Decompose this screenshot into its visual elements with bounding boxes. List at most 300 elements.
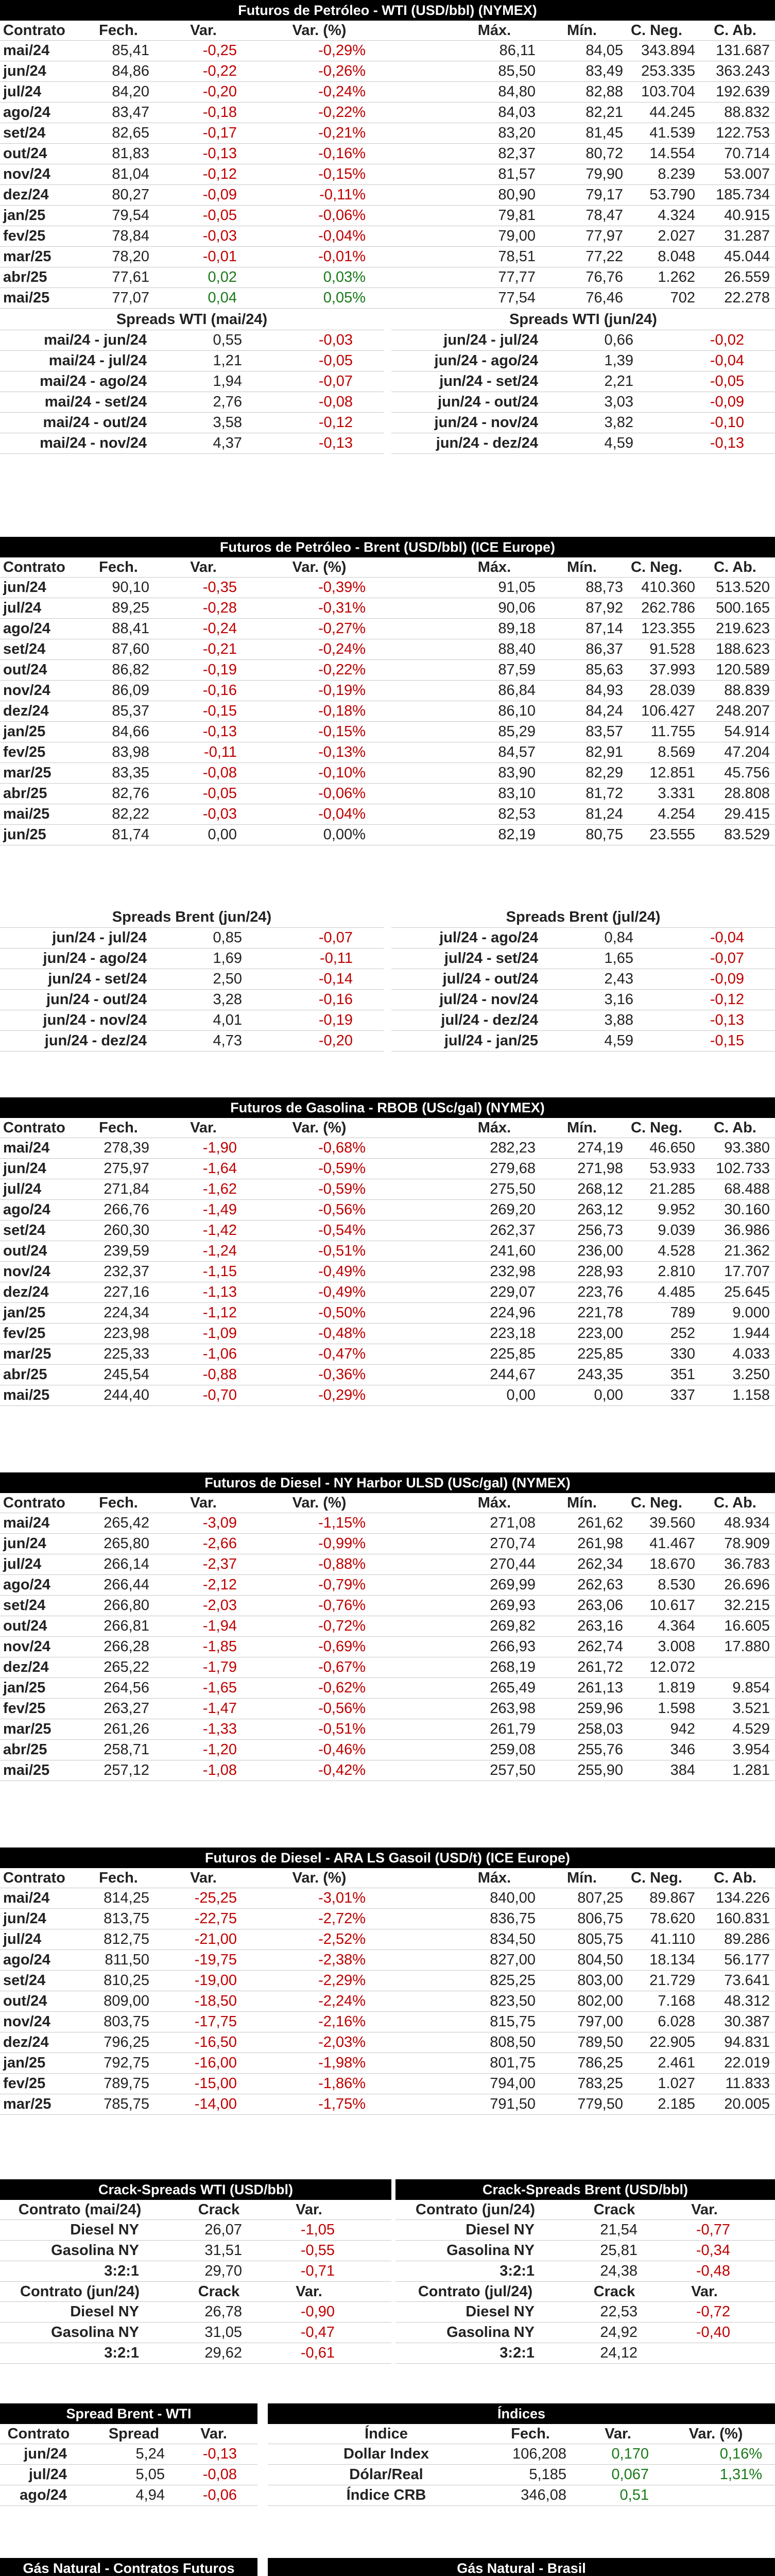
table-cell: 83,90 [498,765,536,781]
table-cell: 84,80 [498,83,536,100]
table-cell: 809,00 [104,1993,149,2009]
table-cell: -1,24 [202,1243,237,1259]
table-cell: 83,49 [585,63,623,79]
table-cell: -0,24 [202,620,237,637]
table-cell: -0,05 [202,207,237,224]
table-cell: nov/24 [3,2013,50,2030]
table-cell: 827,00 [490,1952,536,1968]
table-cell: 84,24 [585,703,623,719]
table-cell: -16,50 [194,2034,237,2050]
table-cell: 248.207 [716,703,770,719]
spread-var: -0,16 [318,991,353,1008]
table-cell: -3,01% [318,1890,366,1906]
crack-row [0,2261,391,2282]
table-cell: 3.250 [732,1366,770,1383]
table-cell: 804,50 [577,1952,623,1968]
table-cell: 0,00% [323,826,366,843]
spread-title: Spreads WTI (jun/24) [391,309,775,330]
table-cell: 789,50 [577,2034,623,2050]
table-cell: jun/24 [3,63,46,79]
table-cell: -21,00 [194,1931,237,1947]
table-row [0,763,775,784]
table-cell: -0,29% [318,1387,366,1403]
spread-row [391,330,775,351]
table-cell: 84,93 [585,682,623,699]
table-cell: 8.530 [658,1577,695,1593]
table-cell: 82,22 [112,806,149,822]
table-cell: 1.027 [658,2075,695,2092]
table-cell: nov/24 [3,682,50,699]
table-cell: -0,16 [202,682,237,699]
table-cell: 131.687 [716,42,770,59]
table-cell: mar/25 [3,1721,51,1737]
table-cell: 9.039 [658,1222,695,1239]
table-cell: 18.670 [649,1556,695,1572]
table-cell: -0,50% [318,1304,366,1321]
table-cell: 245,54 [104,1366,149,1383]
table-cell: 78,20 [112,248,149,265]
table-cell: 31.287 [724,228,770,244]
table-cell: nov/24 [3,1263,50,1280]
table-cell: 77,97 [585,228,623,244]
table-row [0,1179,775,1200]
spread-row [0,330,384,351]
crack-row [0,2220,391,2241]
column-header: Contrato [3,1870,65,1886]
spread-value: 0,66 [604,332,633,348]
crack-row [395,2323,775,2343]
table-header-row [0,21,775,41]
crack-product: Gasolina NY [446,2242,535,2259]
table-cell: 805,75 [577,1931,623,1947]
table-cell: 77,54 [498,290,536,306]
table-cell: 77,07 [112,290,149,306]
table-row [0,619,775,639]
table-cell: jun/24 [3,1910,46,1927]
column-header: Mín. [567,1495,597,1511]
table-cell: 0,03% [323,269,366,285]
table-cell: 7.168 [658,1993,695,2009]
table-cell: jan/25 [3,723,46,740]
table-cell: 260,30 [104,1222,149,1239]
column-header: C. Ab. [714,1870,756,1886]
table-row [0,1513,775,1534]
table-cell: -15,00 [194,2075,237,2092]
table-cell: 3.521 [732,1700,770,1717]
table-row [0,164,775,185]
table-cell: 160.831 [716,1910,770,1927]
spread-row [0,1031,384,1052]
table-cell: 3.331 [658,785,695,802]
table-cell: -0,08 [202,2466,237,2483]
table-cell: 0,51 [619,2487,649,2503]
table-cell: 3.008 [658,1638,695,1655]
spread-value: 2,43 [604,971,633,987]
table-cell: 825,25 [490,1972,536,1989]
table-cell: jul/24 [3,600,42,616]
table-row [0,1324,775,1344]
table-cell: 14.554 [649,145,695,162]
spread-value: 3,28 [213,991,242,1008]
crack-value: 24,92 [600,2324,638,2341]
table-cell: 106.427 [641,703,695,719]
table-cell: 17.880 [724,1638,770,1655]
table-cell: 275,50 [490,1181,536,1197]
table-cell: mai/24 [3,1890,50,1906]
ulsd-table-title: Futuros de Diesel - NY Harbor ULSD (USc/gal) (NYMEX) [0,1472,775,1493]
table-cell: 48.934 [724,1515,770,1531]
crack-value: 26,07 [204,2222,242,2238]
table-row [0,1971,775,1991]
crack-value: 22,53 [600,2303,638,2320]
brent-table-title: Futuros de Petróleo - Brent (USD/bbl) (ICE Europe) [0,537,775,557]
table-cell: jan/25 [3,1680,46,1696]
table-cell: 807,25 [577,1890,623,1906]
table-cell: mai/25 [3,290,50,306]
table-cell: 20.005 [724,2096,770,2112]
spread-pair: jun/24 - nov/24 [43,1012,147,1028]
spread-title: Spreads WTI (mai/24) [0,309,384,330]
table-cell: 275,97 [104,1160,149,1177]
crack-header-row [0,2200,391,2220]
column-header: Var. [190,22,217,39]
table-cell: 263,98 [490,1700,536,1717]
table-cell: -0,26% [318,63,366,79]
spread-var: -0,02 [710,332,744,348]
table-cell: 30.160 [724,1201,770,1218]
table-cell: 4.485 [658,1284,695,1300]
table-cell: 801,75 [490,2055,536,2071]
table-row [0,1699,775,1719]
table-row [0,598,775,619]
column-header: Crack [593,2283,635,2300]
table-cell: 85,50 [498,63,536,79]
table-row [268,2465,775,2485]
spread-row [0,351,384,371]
table-cell: 266,81 [104,1618,149,1634]
table-cell: 81,45 [585,125,623,141]
table-row [0,1221,775,1241]
column-header: C. Neg. [631,1120,682,1136]
table-cell: -1,15% [318,1515,366,1531]
table-cell: 384 [670,1762,695,1778]
table-cell: -0,22% [318,662,366,678]
brent-table [0,537,775,845]
column-header: Var. (%) [292,1495,347,1511]
table-row [0,2053,775,2074]
table-cell: -17,75 [194,2013,237,2030]
ulsd-table [0,1472,775,1781]
table-cell: 263,06 [577,1597,623,1614]
table-row [0,61,775,82]
table-cell: 45.044 [724,248,770,265]
table-cell: 265,49 [490,1680,536,1696]
table-cell: 261,13 [577,1680,623,1696]
column-header: Var. [691,2201,718,2218]
table-cell: mai/25 [3,1762,50,1778]
table-cell: 786,25 [577,2055,623,2071]
table-row [0,2012,775,2032]
table-cell: 266,93 [490,1638,536,1655]
table-cell: -16,00 [194,2055,237,2071]
crack-var: -0,40 [696,2324,730,2341]
crack-product: 3:2:1 [500,2263,535,2279]
column-header: Var. (%) [688,2426,743,2442]
table-cell: out/24 [3,662,47,678]
table-cell: 192.639 [716,83,770,100]
table-cell: 84,05 [585,42,623,59]
spread-row [391,392,775,413]
column-header: Contrato [7,2426,70,2442]
table-cell: 2.185 [658,2096,695,2112]
spread-value: 4,01 [213,1012,242,1028]
column-header: Fech. [99,1870,138,1886]
table-cell: 6.028 [658,2013,695,2030]
table-cell: -0,56% [318,1700,366,1717]
table-cell: 85,37 [112,703,149,719]
table-cell: 79,90 [585,166,623,182]
wti-spreads-half [0,309,384,454]
table-cell: 783,25 [577,2075,623,2092]
table-cell: 86,82 [112,662,149,678]
table-cell: -2,66 [202,1535,237,1552]
crack-row [395,2220,775,2241]
table-cell: 83.529 [724,826,770,843]
table-cell: 23.555 [649,826,695,843]
table-cell: 89,18 [498,620,536,637]
column-header: Var. [200,2426,227,2442]
column-header: Contrato [3,559,65,575]
table-cell: mar/25 [3,2096,51,2112]
column-header: C. Ab. [714,1120,756,1136]
table-cell: 11.833 [725,2075,770,2092]
table-cell: 834,50 [490,1931,536,1947]
crack-product: 3:2:1 [104,2263,139,2279]
spread-value: 2,21 [604,373,633,389]
table-cell: 68.488 [724,1181,770,1197]
table-cell: -1,20 [202,1741,237,1758]
spread-pair: jul/24 - jan/25 [444,1032,538,1049]
table-cell: 836,75 [490,1910,536,1927]
table-cell: -1,90 [202,1140,237,1156]
table-cell: -2,24% [318,1993,366,2009]
table-cell: 261,62 [577,1515,623,1531]
table-cell: 223,00 [577,1325,623,1342]
table-cell: 241,60 [490,1243,536,1259]
column-header: Fech. [511,2426,550,2442]
table-cell: -0,06 [202,2487,237,2503]
spread-value: 2,50 [213,971,242,987]
spread-pair: jun/24 - ago/24 [434,352,538,369]
table-row [0,804,775,825]
table-cell: -1,98% [318,2055,366,2071]
spread-var: -0,10 [710,414,744,431]
spread-var: -0,09 [710,394,744,410]
spread-pair: jun/24 - dez/24 [436,435,538,451]
table-cell: mai/24 [3,1515,50,1531]
table-row [0,1888,775,1909]
table-cell: -0,05 [202,785,237,802]
column-header: C. Neg. [631,559,682,575]
table-cell: abr/25 [3,1366,47,1383]
table-cell: 87,92 [585,600,623,616]
table-cell: 278,39 [104,1140,149,1156]
table-cell: 81,24 [585,806,623,822]
table-cell: 102.733 [716,1160,770,1177]
table-cell: -1,94 [202,1618,237,1634]
table-row [0,1262,775,1282]
crack-contract-label: Contrato (jun/24) [416,2201,535,2218]
table-cell: 86,09 [112,682,149,699]
table-cell: dez/24 [3,1284,49,1300]
table-cell: 4.324 [658,207,695,224]
table-cell: dez/24 [3,703,49,719]
spread-row [0,392,384,413]
table-cell: 808,50 [490,2034,536,2050]
table-cell: 500.165 [716,600,770,616]
table-cell: 2.810 [658,1263,695,1280]
spread-var: -0,12 [710,991,744,1008]
crack-row [395,2241,775,2261]
table-cell: -0,08 [202,765,237,781]
table-cell: 262.786 [641,600,695,616]
table-header-row [0,557,775,578]
table-cell: -0,10% [318,765,366,781]
table-cell: ago/24 [20,2487,67,2503]
spread-row [391,928,775,948]
table-cell: 90,10 [112,579,149,596]
table-cell: -19,00 [194,1972,237,1989]
table-cell: 2.027 [658,228,695,244]
column-header: Contrato [3,1120,65,1136]
table-cell: 789 [670,1304,695,1321]
table-cell: -0,59% [318,1181,366,1197]
table-cell: 88.832 [724,104,770,121]
column-header: Mín. [567,1120,597,1136]
column-header: Var. (%) [292,559,347,575]
table-cell: 84,57 [498,744,536,760]
table-cell: -2,16% [318,2013,366,2030]
spread-var: -0,12 [318,414,353,431]
column-header: C. Ab. [714,559,756,575]
column-header: Mín. [567,559,597,575]
table-cell: 84,66 [112,723,149,740]
table-cell: 262,34 [577,1556,623,1572]
column-header: Crack [198,2283,240,2300]
table-cell: jun/24 [3,579,46,596]
column-header: Fech. [99,22,138,39]
table-cell: 84,03 [498,104,536,121]
table-cell: -0,13% [318,744,366,760]
rbob-table [0,1097,775,1406]
crack-row [395,2261,775,2282]
table-cell: -1,62 [202,1181,237,1197]
table-cell: 815,75 [490,2013,536,2030]
table-cell: 269,99 [490,1577,536,1593]
spread-row [0,969,384,990]
table-cell: 262,74 [577,1638,623,1655]
table-cell: 330 [670,1346,695,1362]
column-header: Var. [190,1870,217,1886]
column-header: C. Neg. [631,1870,682,1886]
table-cell: -0,22 [202,63,237,79]
spread-value: 4,59 [604,435,633,451]
table-row [0,144,775,164]
table-cell: 1.281 [732,1762,770,1778]
table-cell: 78,47 [585,207,623,224]
table-cell: mai/25 [3,806,50,822]
table-cell: -0,42% [318,1762,366,1778]
table-cell: 223,76 [577,1284,623,1300]
table-cell: 4.528 [658,1243,695,1259]
table-cell: 270,74 [490,1535,536,1552]
spread-var: -0,07 [318,929,353,946]
table-cell: 82,19 [498,826,536,843]
table-cell: 803,75 [104,2013,149,2030]
table-cell: -0,24% [318,641,366,657]
table-row [0,1991,775,2012]
table-cell: nov/24 [3,1638,50,1655]
table-row [0,1282,775,1303]
spread-pair: mai/24 - set/24 [44,394,147,410]
table-row [0,825,775,845]
table-cell: 271,84 [104,1181,149,1197]
table-cell: 794,00 [490,2075,536,2092]
crack-row [395,2343,775,2364]
table-cell: 86,10 [498,703,536,719]
table-cell: jul/24 [3,1556,42,1572]
column-header: Spread [108,2426,160,2442]
table-cell: -0,47% [318,1346,366,1362]
table-cell: -0,06% [318,785,366,802]
table-cell: -0,35 [202,579,237,596]
table-cell: 0,05% [323,290,366,306]
table-cell: ago/24 [3,104,50,121]
table-cell: 1.262 [658,269,695,285]
table-cell: -0,19 [202,662,237,678]
table-cell: 87,60 [112,641,149,657]
table-cell: 21.285 [649,1181,695,1197]
crack-header-row [395,2282,775,2302]
table-cell: 224,96 [490,1304,536,1321]
table-cell: -0,46% [318,1741,366,1758]
table-header-row [268,2424,775,2444]
table-cell: 271,98 [577,1160,623,1177]
table-cell: 225,33 [104,1346,149,1362]
table-cell: 73.641 [724,1972,770,1989]
table-header-row [0,2424,257,2444]
table-cell: 46.650 [649,1140,695,1156]
table-cell: out/24 [3,145,47,162]
table-cell: -19,75 [194,1952,237,1968]
table-header-row [0,1118,775,1138]
table-row [0,41,775,61]
table-cell: 84,86 [112,63,149,79]
table-cell: mai/24 [3,42,50,59]
table-row [0,742,775,763]
table-cell: 785,75 [104,2096,149,2112]
spread-brent-wti [0,2403,257,2506]
crack-product: Diesel NY [70,2222,139,2238]
spread-value: 4,59 [604,1032,633,1049]
table-cell: 39.560 [649,1515,695,1531]
table-cell: -0,29% [318,42,366,59]
spread-pair: mai/24 - jun/24 [44,332,147,348]
table-cell: 17.707 [724,1263,770,1280]
spread-pair: jul/24 - out/24 [442,971,538,987]
table-cell: out/24 [3,1618,47,1634]
column-header: Máx. [477,559,511,575]
